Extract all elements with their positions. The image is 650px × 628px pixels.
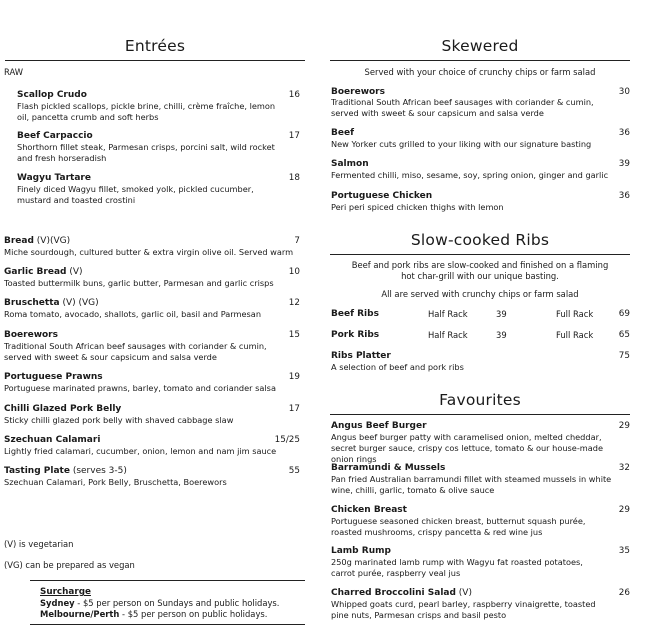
menu-item-price: 16	[288, 90, 300, 100]
full-rack-price: 65	[618, 330, 630, 340]
menu-item-price: 17	[288, 404, 300, 414]
favourites-divider	[330, 414, 630, 415]
menu-item-desc: Fermented chilli, miso, sesame, soy, spring onion, ginger and garlic	[331, 170, 609, 180]
menu-item-price: 36	[618, 128, 630, 138]
menu-item-price: 30	[618, 87, 630, 97]
menu-item-desc: Toasted buttermilk buns, garlic butter, Parmesan and garlic crisps	[4, 278, 274, 288]
menu-item-desc: Finely diced Wagyu fillet, smoked yolk, pickled cucumber, mustard and toasted crostini	[17, 184, 254, 205]
menu-item-name: Beef Carpaccio	[17, 131, 93, 141]
raw-label: RAW	[4, 67, 24, 77]
vegetarian-note: (V) is vegetarian	[4, 539, 74, 549]
menu-item-name: Boerewors	[4, 330, 58, 340]
half-rack-label: Half Rack	[428, 330, 468, 340]
menu-item-desc: Shorthorn fillet steak, Parmesan crisps, porcini salt, wild rocket and fresh horseradish	[17, 142, 275, 163]
diet-note: (V)(VG)	[33, 236, 71, 246]
menu-item-name: Bread (V)(VG)	[4, 236, 71, 246]
menu-item-price: 19	[288, 372, 300, 382]
menu-item-price: 7	[294, 236, 300, 246]
menu-item-price: 12	[288, 298, 300, 308]
menu-item-name: Portuguese Chicken	[331, 191, 433, 201]
serves-note: (serves 3-5)	[69, 466, 127, 476]
menu-item-price: 15/25	[274, 435, 300, 445]
menu-item-desc: Peri peri spiced chicken thighs with lemon	[331, 202, 504, 212]
menu-item-name: Scallop Crudo	[17, 90, 87, 100]
menu-item-desc: Whipped goats curd, pearl barley, raspberry vinaigrette, toasted pine nuts, Parmesan crisps and basil pesto	[331, 599, 596, 620]
menu-item-price: 36	[618, 191, 630, 201]
skewered-title: Skewered	[441, 37, 519, 55]
full-rack-label: Full Rack	[556, 309, 594, 319]
menu-item-name: Wagyu Tartare	[17, 173, 91, 183]
surcharge-line: Melbourne/Perth - $5 per person on public holidays.	[40, 609, 268, 619]
ribs-divider	[330, 254, 630, 255]
menu-item-name: Charred Broccolini Salad (V)	[331, 588, 472, 598]
menu-item-price: 18	[288, 173, 300, 183]
menu-item-desc: Miche sourdough, cultured butter & extra virgin olive oil. Served warm	[4, 247, 294, 257]
menu-item-desc: Angus beef burger patty with caramelised onion, melted cheddar, secret burger sauce, crispy cos lettuce, tomato & our house-made onion rings	[331, 432, 604, 464]
diet-note: (V)	[66, 267, 83, 277]
full-rack-price: 69	[618, 309, 630, 319]
menu-item-price: 10	[288, 267, 300, 277]
entrees-title: Entrées	[124, 37, 186, 55]
menu-item-desc: Lightly fried calamari, cucumber, onion, lemon and nam jim sauce	[4, 446, 277, 456]
full-rack-label: Full Rack	[556, 330, 594, 340]
half-rack-price: 39	[496, 309, 507, 319]
ribs-title: Slow-cooked Ribs	[410, 231, 550, 249]
menu-item-price: 35	[618, 546, 630, 556]
menu-item-price: 15	[288, 330, 300, 340]
menu-item-name: Bruschetta (V) (VG)	[4, 298, 99, 308]
ribs-intro: Beef and pork ribs are slow-cooked and finished on a flaming	[351, 260, 609, 270]
vegan-note: (VG) can be prepared as vegan	[4, 560, 135, 570]
menu-item-name: Beef	[331, 128, 354, 138]
menu-item-desc: New Yorker cuts grilled to your liking with our signature basting	[331, 139, 592, 149]
menu-item-price: 32	[618, 463, 630, 473]
menu-item-desc: Traditional South African beef sausages with coriander & cumin, served with sweet & sour capsicum and salsa verde	[331, 97, 594, 118]
menu-item-name: Barramundi & Mussels	[331, 463, 446, 473]
half-rack-label: Half Rack	[428, 309, 468, 319]
ribs-served-note: All are served with crunchy chips or farm salad	[381, 289, 579, 299]
menu-item-desc: A selection of beef and pork ribs	[331, 362, 464, 372]
entrees-divider	[5, 60, 305, 61]
favourites-title: Favourites	[439, 391, 521, 409]
menu-item-name: Chicken Breast	[331, 505, 407, 515]
menu-item-desc: Pan fried Australian barramundi fillet with steamed mussels in white wine, chilli, garlic, tomato & olive sauce	[331, 474, 612, 495]
menu-item-desc: 250g marinated lamb rump with Wagyu fat roasted potatoes, carrot purée, raspberry veal jus	[331, 557, 583, 578]
diet-note: (V)	[455, 588, 472, 598]
menu-item-name: Angus Beef Burger	[331, 421, 427, 431]
menu-item-name: Salmon	[331, 159, 369, 169]
menu-item-price: 39	[618, 159, 630, 169]
surcharge-title: Surcharge	[40, 587, 91, 597]
menu-item-desc: Flash pickled scallops, pickle brine, chilli, crème fraîche, lemon oil, pancetta crumb and soft herbs	[17, 101, 276, 122]
ribs-row-name: Beef Ribs	[331, 309, 379, 319]
menu-item-name: Ribs Platter	[331, 351, 391, 361]
menu-item-price: 29	[618, 505, 630, 515]
menu-item-desc: Portuguese seasoned chicken breast, butternut squash purée, roasted mushrooms, crispy pancetta & red wine jus	[331, 516, 586, 537]
skewered-divider	[330, 60, 630, 61]
menu-item-desc: Roma tomato, avocado, shallots, garlic oil, basil and Parmesan	[4, 309, 262, 319]
skewered-subtitle: Served with your choice of crunchy chips or farm salad	[364, 67, 596, 77]
surcharge-divider	[30, 580, 305, 581]
menu-item-name: Szechuan Calamari	[4, 435, 101, 445]
ribs-row-name: Pork Ribs	[331, 330, 380, 340]
menu-item-desc: Portuguese marinated prawns, barley, tomato and coriander salsa	[4, 383, 276, 393]
diet-note: (V) (VG)	[59, 298, 99, 308]
half-rack-price: 39	[496, 330, 507, 340]
surcharge-bottom-divider	[30, 624, 305, 625]
menu-item-name: Garlic Bread (V)	[4, 267, 83, 277]
menu-item-desc: Sticky chilli glazed pork belly with shaved cabbage slaw	[4, 415, 234, 425]
menu-item-desc: Szechuan Calamari, Pork Belly, Bruschetta, Boerewors	[4, 477, 227, 487]
menu-item-price: 55	[288, 466, 300, 476]
menu-item-price: 17	[288, 131, 300, 141]
menu-item-price: 26	[618, 588, 630, 598]
menu-item-price: 75	[618, 351, 630, 361]
menu-item-price: 29	[618, 421, 630, 431]
menu-item-name: Lamb Rump	[331, 546, 391, 556]
surcharge-line: Sydney - $5 per person on Sundays and public holidays.	[40, 598, 280, 608]
menu-item-name: Portuguese Prawns	[4, 372, 103, 382]
ribs-intro: hot char-grill with our unique basting.	[401, 271, 559, 281]
menu-item-desc: Traditional South African beef sausages with coriander & cumin, served with sweet & sour capsicum and salsa verde	[4, 341, 267, 362]
menu-item-name: Tasting Plate (serves 3-5)	[4, 466, 127, 476]
menu-item-name: Chilli Glazed Pork Belly	[4, 404, 122, 414]
menu-item-name: Boerewors	[331, 87, 385, 97]
